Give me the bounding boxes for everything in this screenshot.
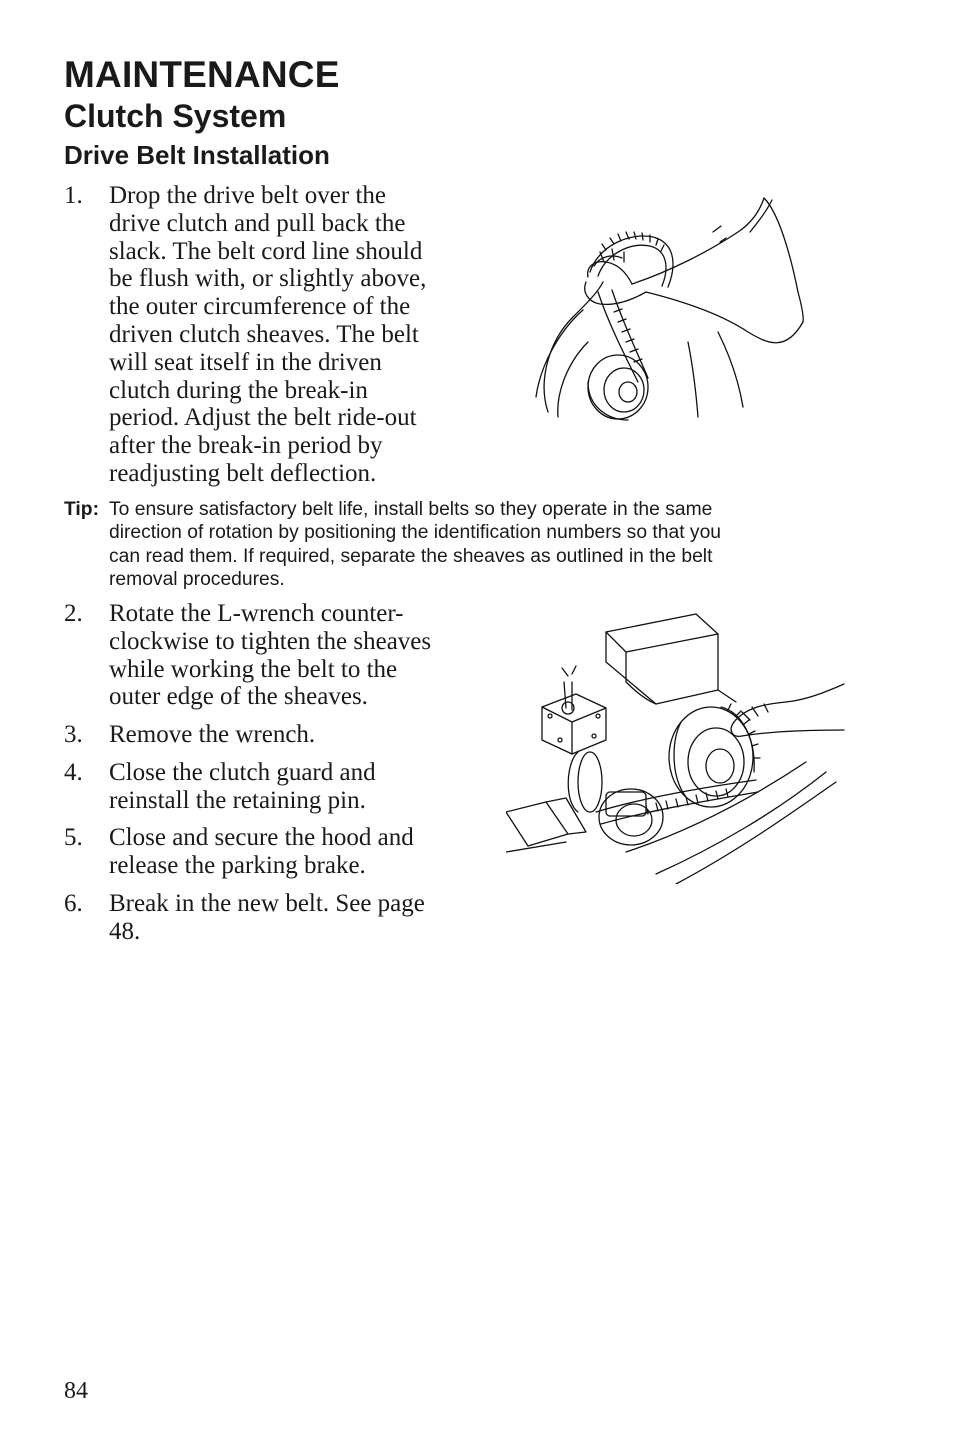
step-text bbox=[109, 182, 426, 488]
step-line: the outer circumference of the bbox=[109, 293, 411, 321]
tip-body bbox=[109, 498, 849, 591]
step-line: slack. The belt cord line should bbox=[109, 237, 423, 265]
step-line: Rotate the L-wrench counter- bbox=[109, 600, 404, 627]
step-line: be flush with, or slightly above, bbox=[109, 265, 427, 293]
step-text bbox=[109, 600, 431, 711]
step-line: will seat itself in the driven bbox=[109, 348, 382, 376]
step-line: Remove the wrench. bbox=[109, 721, 316, 748]
step-text bbox=[109, 890, 425, 946]
clutch-sheaves-belt-illustration bbox=[506, 612, 846, 884]
tip-line: direction of rotation by positioning the identification numbers so that you bbox=[109, 522, 722, 544]
step-line: driven clutch sheaves. The belt bbox=[109, 320, 419, 348]
step-text bbox=[109, 824, 414, 880]
step-line: period. Adjust the belt ride-out bbox=[109, 404, 417, 432]
step-line: Close the clutch guard and bbox=[109, 759, 376, 786]
step-number: 2. bbox=[64, 600, 83, 627]
step-line: while working the belt to the bbox=[109, 655, 398, 683]
step-line: 48. bbox=[109, 917, 141, 945]
step-number: 3. bbox=[64, 721, 83, 748]
step-text bbox=[109, 721, 315, 749]
step-line: Drop the drive belt over the bbox=[109, 182, 386, 209]
subsection-title: Clutch System bbox=[64, 98, 287, 134]
step-number: 6. bbox=[64, 890, 83, 917]
step-text bbox=[109, 759, 376, 815]
step-line: reinstall the retaining pin. bbox=[109, 786, 366, 814]
tip-label: Tip: bbox=[64, 499, 99, 520]
step-line: clockwise to tighten the sheaves bbox=[109, 627, 432, 655]
step-line: Break in the new belt. See page bbox=[109, 890, 425, 917]
step-line: release the parking brake. bbox=[109, 851, 366, 879]
step-line: Close and secure the hood and bbox=[109, 824, 414, 851]
section-title: MAINTENANCE bbox=[64, 54, 340, 95]
page-number: 84 bbox=[64, 1378, 88, 1404]
tip-line: removal procedures. bbox=[109, 568, 285, 590]
step-line: outer edge of the sheaves. bbox=[109, 683, 368, 711]
step-line: readjusting belt deflection. bbox=[109, 459, 377, 487]
topic-title: Drive Belt Installation bbox=[64, 140, 330, 170]
step-line: after the break-in period by bbox=[109, 432, 383, 460]
hand-installing-belt-illustration bbox=[528, 192, 813, 422]
step-number: 4. bbox=[64, 759, 83, 786]
step-number: 5. bbox=[64, 824, 83, 851]
step-number: 1. bbox=[64, 182, 83, 209]
tip-line: To ensure satisfactory belt life, install belts so they operate in the same bbox=[109, 499, 713, 520]
step-line: clutch during the break-in bbox=[109, 376, 368, 404]
step-line: drive clutch and pull back the bbox=[109, 209, 406, 237]
tip-line: can read them. If required, separate the sheaves as outlined in the belt bbox=[109, 545, 713, 567]
